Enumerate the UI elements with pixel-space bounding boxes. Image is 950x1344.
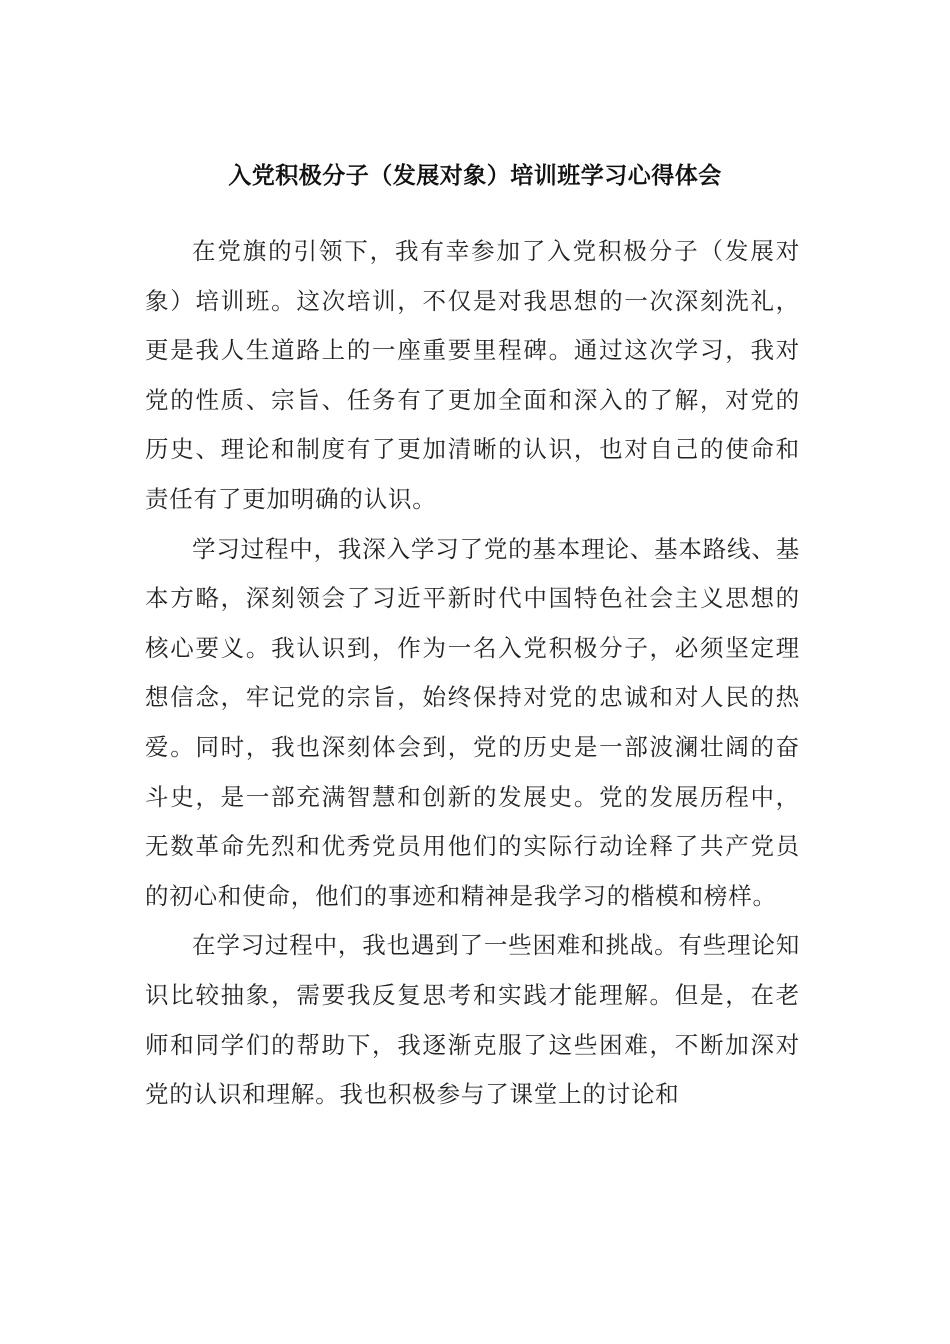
paragraph-2: 学习过程中，我深入学习了党的基本理论、基本路线、基本方略，深刻领会了习近平新时代中国特色社会主义思想的核心要义。我认识到，作为一名入党积极分子，必须坚定理想信念，牢记党的宗旨，始终保持对党的忠诚和对人民的热爱。同时，我也深刻体会到，党的历史是一部波澜壮阔的奋斗史，是一部充满智慧和创新的发展史。党的发展历程中，无数革命先烈和优秀党员用他们的实际行动诠释了共产党员的初心和使命，他们的事迹和精神是我学习的楷模和榜样。 — [145, 534, 800, 910]
document-body — [145, 227, 800, 1120]
paragraph-3: 在学习过程中，我也遇到了一些困难和挑战。有些理论知识比较抽象，需要我反复思考和实践才能理解。但是，在老师和同学们的帮助下，我逐渐克服了这些困难，不断加深对党的认识和理解。我也积极参与了课堂上的讨论和 — [145, 931, 800, 1109]
paragraph-1: 在党旗的引领下，我有幸参加了入党积极分子（发展对象）培训班。这次培训，不仅是对我思想的一次深刻洗礼，更是我人生道路上的一座重要里程碑。通过这次学习，我对党的性质、宗旨、任务有了更加全面和深入的了解，对党的历史、理论和制度有了更加清晰的认识，也对自己的使命和责任有了更加明确的认识。 — [145, 237, 800, 513]
document-title: 入党积极分子（发展对象）培训班学习心得体会 — [228, 163, 722, 189]
